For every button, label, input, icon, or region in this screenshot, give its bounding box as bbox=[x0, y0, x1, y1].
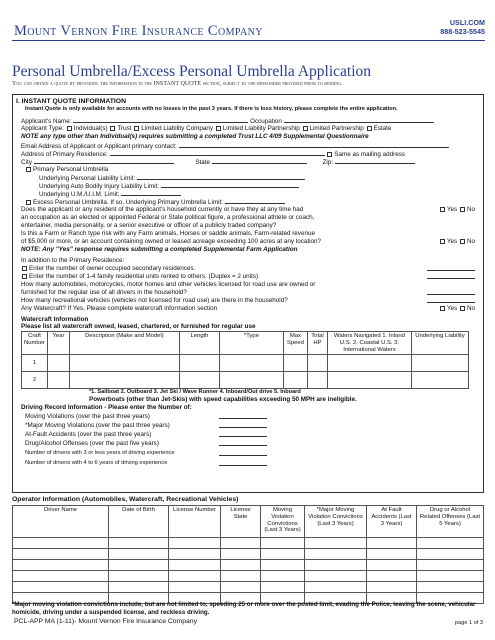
type-lp-checkbox[interactable] bbox=[303, 126, 308, 131]
q1-line-1: Does the applicant or any resident of the applicant's household currently or have they at any time had bbox=[21, 206, 304, 213]
op-cell[interactable] bbox=[367, 538, 417, 549]
driving-item-field[interactable] bbox=[219, 431, 267, 437]
op-cell[interactable] bbox=[261, 549, 305, 560]
wc-cell[interactable] bbox=[411, 372, 468, 389]
company-name: Mount Vernon Fire Insurance Company bbox=[14, 23, 263, 39]
driving-item-value bbox=[219, 450, 267, 459]
op-cell[interactable] bbox=[261, 560, 305, 571]
header-rule bbox=[12, 40, 485, 41]
email-label: Email Address of Applicant or Applicant primary contact: bbox=[21, 143, 177, 150]
q2-yes-checkbox[interactable] bbox=[440, 239, 445, 244]
op-cell[interactable] bbox=[417, 582, 484, 593]
op-cell[interactable] bbox=[417, 560, 484, 571]
underlying-auto-field[interactable] bbox=[161, 182, 299, 188]
applicant-type-row bbox=[21, 125, 391, 133]
autos-count-field[interactable] bbox=[427, 289, 475, 295]
op-cell[interactable] bbox=[221, 538, 261, 549]
same-as-mailing-checkbox[interactable] bbox=[327, 152, 332, 157]
one-four-row bbox=[21, 273, 258, 281]
op-cell[interactable] bbox=[169, 571, 221, 582]
op-cell[interactable] bbox=[13, 560, 109, 571]
page-title: Personal Umbrella/Excess Personal Umbrella Application bbox=[12, 63, 371, 80]
driving-item-label: Drug/Alcohol Offenses (over the past five years) bbox=[25, 440, 159, 447]
address-label: Address of Primary Residence: bbox=[21, 151, 108, 158]
driving-item-value bbox=[219, 431, 267, 440]
driving-item-label: *Major Moving Violations (over the past three years) bbox=[25, 422, 170, 429]
type-trust-label: Trust bbox=[117, 125, 132, 132]
wc-cell[interactable] bbox=[411, 355, 468, 372]
op-cell[interactable] bbox=[417, 549, 484, 560]
excess-umbrella-field[interactable] bbox=[225, 198, 285, 204]
wc-col-underlying: Underlying Liability bbox=[411, 332, 468, 355]
type-llc-checkbox[interactable] bbox=[134, 126, 139, 131]
type-individual-label: Individual(s) bbox=[73, 125, 108, 132]
op-cell[interactable] bbox=[261, 538, 305, 549]
op-cell[interactable] bbox=[305, 582, 367, 593]
wc-row-number: 1 bbox=[22, 355, 48, 372]
wc-cell[interactable] bbox=[69, 355, 179, 372]
driving-item-field[interactable] bbox=[219, 450, 267, 456]
no-label: No bbox=[466, 238, 475, 245]
applicant-name-label: Applicant's Name: bbox=[21, 118, 72, 125]
wc-cell[interactable] bbox=[219, 372, 283, 389]
table-row bbox=[13, 571, 484, 582]
wc-cell[interactable] bbox=[307, 372, 327, 389]
watercraft-subheading: Please list all watercraft owned, leased, chartered, or furnished for regular use bbox=[21, 323, 256, 330]
city-field[interactable] bbox=[34, 158, 174, 164]
addition-label: In addition to the Primary Residence: bbox=[21, 257, 125, 264]
state-field[interactable] bbox=[212, 158, 307, 164]
q2-no-checkbox[interactable] bbox=[460, 239, 465, 244]
driving-item-label: Moving Violations (over the past three years) bbox=[25, 413, 150, 420]
op-cell[interactable] bbox=[367, 549, 417, 560]
page-subtitle: You can obtain a quote by providing the information in the INSTANT QUOTE section, subject to the remainder provided prior to binding. bbox=[12, 81, 343, 87]
op-cell[interactable] bbox=[305, 571, 367, 582]
op-cell[interactable] bbox=[417, 571, 484, 582]
q2-line-1: Is this a Farm or Ranch type risk with any Farm animals, Horses or saddle animals, Farm-related revenue bbox=[21, 230, 315, 237]
underlying-liability-field[interactable] bbox=[137, 174, 305, 180]
op-cell[interactable] bbox=[221, 549, 261, 560]
wc-cell[interactable] bbox=[283, 355, 307, 372]
op-col-license-number: License Number bbox=[169, 506, 221, 538]
instant-quote-section bbox=[12, 94, 484, 493]
email-field[interactable] bbox=[179, 142, 449, 148]
watercraft-heading: Watercraft Information bbox=[21, 316, 89, 323]
occupation-field[interactable] bbox=[284, 117, 434, 123]
table-row bbox=[22, 372, 469, 389]
op-cell[interactable] bbox=[13, 582, 109, 593]
primary-umbrella-row bbox=[25, 166, 108, 174]
wc-cell[interactable] bbox=[47, 372, 69, 389]
table-row bbox=[13, 582, 484, 593]
q1-yes-checkbox[interactable] bbox=[440, 207, 445, 212]
type-key: *1. Sailboat 2. Outboard 3. Jet Ski / Wave Runner 4. Inboard/Out drive 5. Inboard bbox=[89, 389, 301, 395]
operator-heading: Operator Information (Automobiles, Watercraft, Recreational Vehicles) bbox=[12, 496, 239, 503]
op-cell[interactable] bbox=[109, 582, 169, 593]
city-label: City bbox=[21, 159, 32, 166]
phone-number: 888-523-5545 bbox=[440, 26, 485, 36]
type-estate-checkbox[interactable] bbox=[367, 126, 372, 131]
q1-no-checkbox[interactable] bbox=[460, 207, 465, 212]
op-cell[interactable] bbox=[13, 538, 109, 549]
state-label: State bbox=[195, 159, 211, 166]
op-cell[interactable] bbox=[367, 571, 417, 582]
primary-umbrella-label: Primary Personal Umbrella bbox=[33, 166, 109, 173]
section-heading: I. INSTANT QUOTE INFORMATION bbox=[16, 98, 127, 105]
op-col-at-fault: At Fault Accidents (Last 3 Years) bbox=[367, 506, 417, 538]
wc-cell[interactable] bbox=[327, 372, 411, 389]
driving-item-label: At-Fault Accidents (over the past three years) bbox=[25, 431, 152, 438]
wc-col-length: Length bbox=[179, 332, 219, 355]
q1-yes-no bbox=[439, 206, 475, 214]
op-cell[interactable] bbox=[305, 560, 367, 571]
op-cell[interactable] bbox=[109, 549, 169, 560]
op-col-major-moving: *Major Moving Violation Convictions (Last 3 Years) bbox=[305, 506, 367, 538]
op-cell[interactable] bbox=[305, 538, 367, 549]
contact-info bbox=[440, 19, 485, 36]
op-cell[interactable] bbox=[109, 571, 169, 582]
type-llp-label: Limited Liability Partnership bbox=[222, 125, 300, 132]
secondary-checkbox[interactable] bbox=[22, 266, 27, 271]
underlying-liability-label: Underlying Personal Liability Limit: bbox=[39, 175, 136, 182]
primary-umbrella-checkbox[interactable] bbox=[26, 167, 31, 172]
op-cell[interactable] bbox=[169, 560, 221, 571]
autos-line-1: How many automobiles, motorcycles, motor homes and other vehicles licensed for road use are owned or bbox=[21, 281, 316, 288]
driving-item-field[interactable] bbox=[219, 440, 267, 446]
recreational-label: How many recreational vehicles (vehicles not licensed for road use) are there in the household? bbox=[21, 297, 288, 304]
yes-label: Yes bbox=[446, 206, 458, 213]
table-row bbox=[13, 538, 484, 549]
op-cell[interactable] bbox=[109, 538, 169, 549]
excess-umbrella-label: Excess Personal Umbrella. If so, Underlying Primary Umbrella Limit: bbox=[33, 199, 224, 206]
underlying-auto-label: Underlying Auto Bodily Injury Liability Limit: bbox=[39, 183, 160, 190]
q1-line-3: entertainer, media personality, or a senior executive or officer of a publicly traded company? bbox=[21, 222, 277, 229]
wc-col-waters: Waters Navigated 1. Inland U.S. 2. Coastal U.S. 3. International Waters bbox=[327, 332, 411, 355]
watercraft-question: Any Watercraft? If Yes, Please complete watercraft information section bbox=[21, 305, 218, 312]
one-four-label: Enter the number of 1-4 family residential units rented to others. (Duplex = 2 units) bbox=[29, 273, 259, 280]
op-cell[interactable] bbox=[221, 571, 261, 582]
excess-umbrella-checkbox[interactable] bbox=[26, 200, 31, 205]
driving-item-value bbox=[219, 413, 267, 422]
operator-table bbox=[12, 505, 484, 604]
wc-cell[interactable] bbox=[283, 372, 307, 389]
op-col-license-state: License State bbox=[221, 506, 261, 538]
driving-item-label: Number of drivers with 3 or less years of driving experience bbox=[25, 450, 175, 456]
wc-col-type: *Type bbox=[219, 332, 283, 355]
instant-quote-note: Instant Quote is only available for accounts with no losses in the past 3 years. If there is loss history, please complete the entire application. bbox=[25, 106, 398, 112]
watercraft-yes-no bbox=[439, 305, 475, 313]
zip-label: Zip: bbox=[322, 159, 334, 166]
type-estate-label: Estate bbox=[373, 125, 392, 132]
op-col-driver: Driver Name bbox=[13, 506, 109, 538]
wc-cell[interactable] bbox=[219, 355, 283, 372]
driving-item-field[interactable] bbox=[219, 413, 267, 419]
type-trust-checkbox[interactable] bbox=[110, 126, 115, 131]
underlying-um-label: Underlying U.M./U.I.M. Limit: bbox=[39, 191, 120, 198]
major-violation-footnote: *Major moving violation convictions include, but are not limited to, speeding 25 or more over the posted limit, evading the Police, leaving the scene, vehicular homicide, driving under a suspended license, and reckless driving. bbox=[12, 601, 476, 617]
table-row bbox=[22, 355, 469, 372]
type-individual-checkbox[interactable] bbox=[67, 126, 72, 131]
no-label: No bbox=[466, 206, 475, 213]
wc-cell[interactable] bbox=[47, 355, 69, 372]
q2-line-2: of $5,000 or more, or an account containing owned or leased acreage exceeding 100 acres at any location? bbox=[21, 238, 321, 245]
op-cell[interactable] bbox=[367, 582, 417, 593]
op-cell[interactable] bbox=[261, 571, 305, 582]
one-four-count bbox=[427, 273, 475, 282]
op-cell[interactable] bbox=[221, 582, 261, 593]
driving-item-value bbox=[219, 460, 267, 469]
op-cell[interactable] bbox=[367, 560, 417, 571]
autos-line-2: furnished for the regular use of all drivers in the household? bbox=[21, 289, 187, 296]
one-four-count-field[interactable] bbox=[427, 273, 475, 279]
watercraft-yes-checkbox[interactable] bbox=[440, 306, 445, 311]
yes-label: Yes bbox=[446, 238, 458, 245]
form-number: PCL-APP MA (1-11)- Mount Vernon Fire Insurance Company bbox=[14, 618, 197, 625]
wc-col-max-speed: Max Speed bbox=[283, 332, 307, 355]
driving-item-field[interactable] bbox=[219, 422, 267, 428]
one-four-checkbox[interactable] bbox=[22, 274, 27, 279]
op-cell[interactable] bbox=[305, 549, 367, 560]
wc-col-total-hp: Total HP bbox=[307, 332, 327, 355]
underlying-um-field[interactable] bbox=[121, 190, 181, 196]
address-field[interactable] bbox=[110, 150, 325, 156]
op-cell[interactable] bbox=[169, 582, 221, 593]
table-row bbox=[13, 549, 484, 560]
op-cell[interactable] bbox=[13, 549, 109, 560]
op-cell[interactable] bbox=[221, 560, 261, 571]
op-cell[interactable] bbox=[169, 538, 221, 549]
applicant-type-label: Applicant Type: bbox=[21, 125, 64, 132]
wc-cell[interactable] bbox=[327, 355, 411, 372]
zip-field[interactable] bbox=[335, 158, 415, 164]
wc-col-craft: Craft Number bbox=[22, 332, 48, 355]
farm-note: NOTE: Any "Yes" response requires submitting a completed Supplemental Farm Application bbox=[21, 246, 298, 253]
op-col-moving: Moving Violation Convictions (Last 3 Years) bbox=[261, 506, 305, 538]
yes-label: Yes bbox=[446, 305, 458, 312]
same-as-mailing-label: Same as mailing address bbox=[334, 151, 405, 158]
secondary-label: Enter the number of owner occupied secondary residences. bbox=[29, 265, 196, 272]
op-col-dob: Date of Birth bbox=[109, 506, 169, 538]
wc-col-description: Description (Make and Model) bbox=[69, 332, 179, 355]
secondary-row bbox=[21, 265, 195, 273]
driving-item-value bbox=[219, 422, 267, 431]
wc-cell[interactable] bbox=[307, 355, 327, 372]
occupation-label: Occupation bbox=[250, 118, 282, 125]
wc-col-year: Year bbox=[47, 332, 69, 355]
type-lp-label: Limited Partnership bbox=[309, 125, 364, 132]
wc-cell[interactable] bbox=[179, 372, 219, 389]
op-cell[interactable] bbox=[169, 549, 221, 560]
op-cell[interactable] bbox=[13, 571, 109, 582]
no-label: No bbox=[466, 305, 475, 312]
wc-cell[interactable] bbox=[179, 355, 219, 372]
secondary-count-field[interactable] bbox=[427, 265, 475, 271]
driving-item-label: Number of drivers with 4 to 6 years of driving experience bbox=[25, 460, 168, 466]
powerboats-note: Powerboats (other than Jet-Skis) with speed capabilities exceeding 50 MPH are ineligible. bbox=[89, 396, 357, 403]
op-cell[interactable] bbox=[261, 582, 305, 593]
type-llp-checkbox[interactable] bbox=[216, 126, 221, 131]
q2-yes-no bbox=[439, 238, 475, 246]
table-row bbox=[13, 560, 484, 571]
website[interactable]: USLI.COM bbox=[449, 18, 485, 27]
watercraft-table bbox=[21, 331, 469, 389]
op-cell[interactable] bbox=[417, 538, 484, 549]
op-col-drug-alcohol: Drug or Alcohol Related Offenses (Last 5 Years) bbox=[417, 506, 484, 538]
driving-item-field[interactable] bbox=[219, 460, 267, 466]
applicant-name-field[interactable] bbox=[73, 117, 248, 123]
trust-note: NOTE any type other than Individual(s) requires submitting a completed Trust LLC 4/09 Supplemental Questionnaire bbox=[21, 133, 369, 140]
watercraft-no-checkbox[interactable] bbox=[460, 306, 465, 311]
op-cell[interactable] bbox=[109, 560, 169, 571]
type-llc-label: Limited Liability Company bbox=[141, 125, 214, 132]
wc-row-number: 2 bbox=[22, 372, 48, 389]
q1-line-2: an occupation as an elected or appointed Federal or State political figure, a professional athlete or coach, bbox=[21, 214, 315, 221]
wc-cell[interactable] bbox=[69, 372, 179, 389]
driving-heading: Driving Record Information - Please enter the Number of: bbox=[21, 404, 192, 411]
recreational-count-field[interactable] bbox=[427, 297, 475, 303]
page-number: page 1 of 3 bbox=[455, 620, 483, 626]
driving-item-value bbox=[219, 440, 267, 449]
